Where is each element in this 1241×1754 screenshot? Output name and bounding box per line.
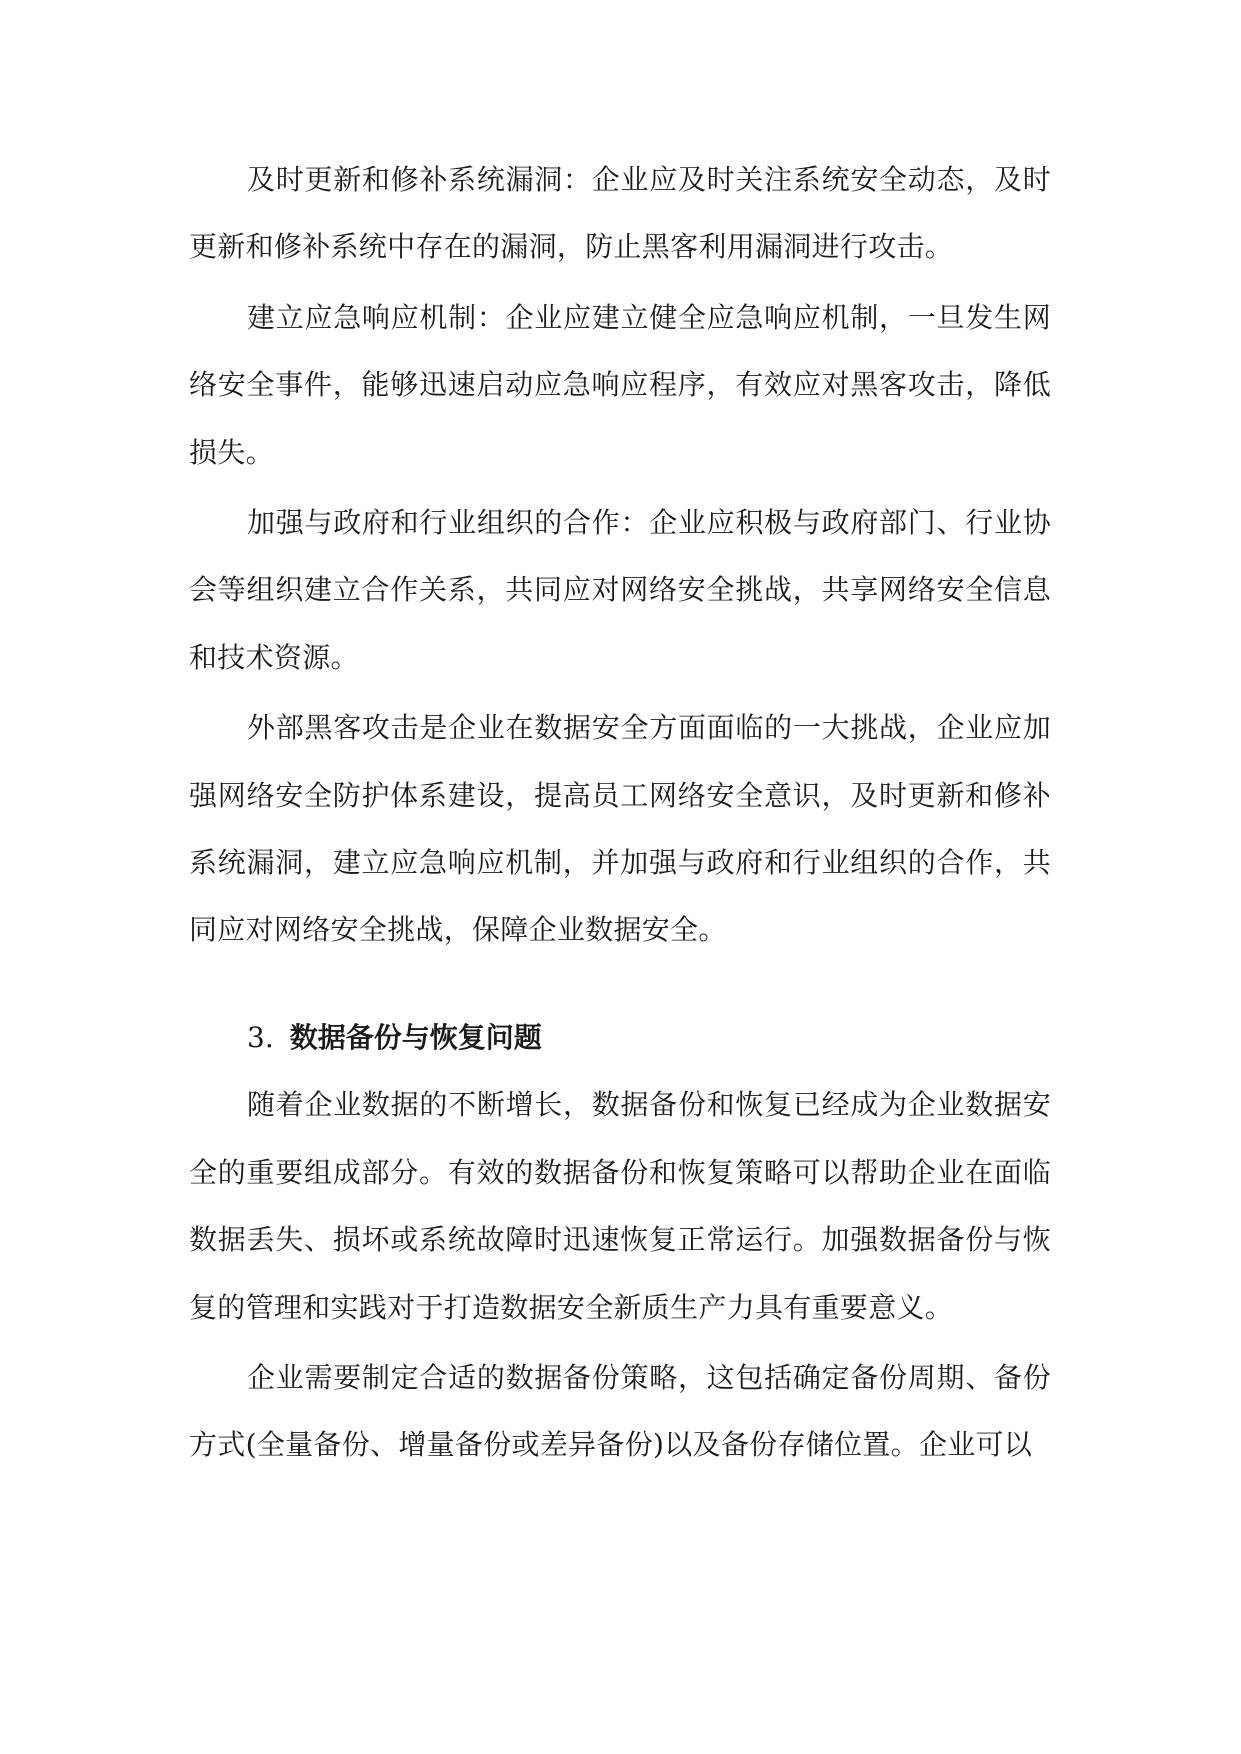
document-body: [189, 146, 1051, 1482]
section-title: 数据备份与恢复问题: [289, 1020, 542, 1054]
paragraph-emergency-response: 建立应急响应机制：企业应建立健全应急响应机制，一旦发生网络安全事件，能够迅速启动应急响应程序，有效应对黑客攻击，降低损失。: [189, 300, 1051, 469]
paragraph-government-cooperation: 加强与政府和行业组织的合作：企业应积极与政府部门、行业协会等组织建立合作关系，共同应对网络安全挑战，共享网络安全信息和技术资源。: [189, 506, 1051, 674]
paragraph-backup-importance: 随着企业数据的不断增长，数据备份和恢复已经成为企业数据安全的重要组成部分。有效的数据备份和恢复策略可以帮助企业在面临数据丢失、损坏或系统故障时迅速恢复正常运行。加强数据备份与恢复的管理和实践对于打造数据安全新质生产力具有重要意义。: [189, 1088, 1051, 1324]
paragraph-hacker-summary: 外部黑客攻击是企业在数据安全方面面临的一大挑战，企业应加强网络安全防护体系建设，提高员工网络安全意识，及时更新和修补系统漏洞，建立应急响应机制，并加强与政府和行业组织的合作，共同应对网络安全挑战，保障企业数据安全。: [189, 711, 1051, 947]
paragraph-patch-vulnerabilities: 及时更新和修补系统漏洞：企业应及时关注系统安全动态，及时更新和修补系统中存在的漏洞，防止黑客利用漏洞进行攻击。: [189, 163, 1051, 264]
section-heading: [189, 1004, 1051, 1071]
section-number: 3.: [247, 1020, 274, 1054]
paragraph-backup-strategy: 企业需要制定合适的数据备份策略，这包括确定备份周期、备份方式(全量备份、增量备份或差异备份)以及备份存储位置。企业可以: [189, 1360, 1051, 1462]
